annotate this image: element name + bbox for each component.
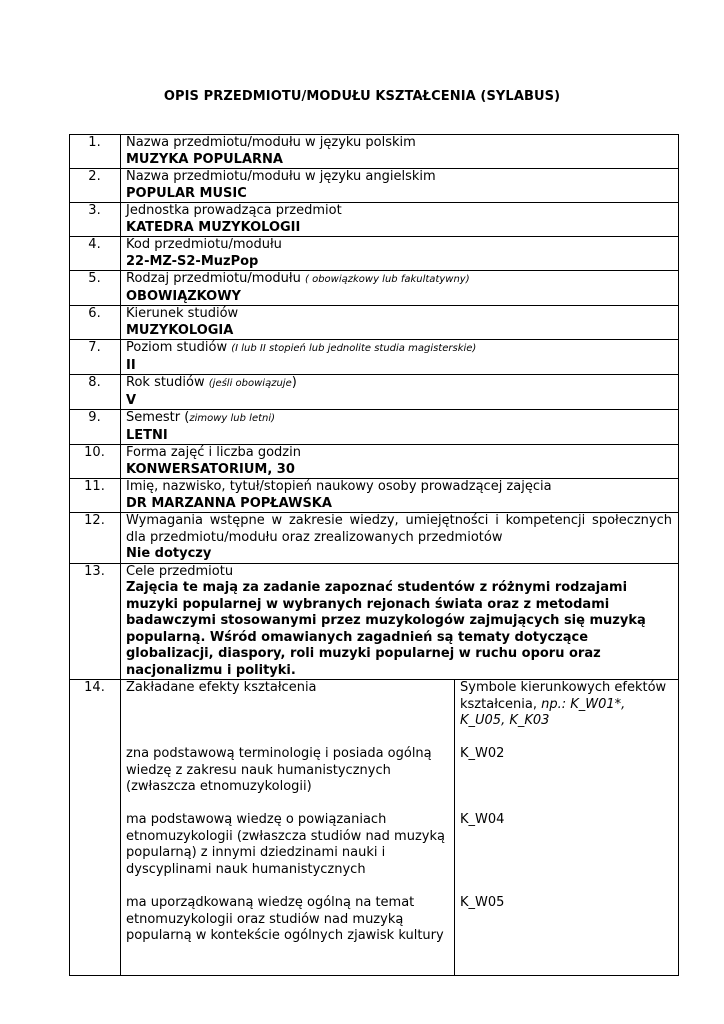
row-value: II <box>126 357 136 373</box>
goals-row <box>70 563 679 680</box>
row-label-text: Semestr <box>126 410 181 425</box>
row-number: 5. <box>70 271 121 306</box>
row-number: 8. <box>70 375 121 410</box>
outcomes-content <box>121 680 455 976</box>
goals-label: Cele przedmiotu <box>126 563 234 579</box>
row-label-text: Forma zajęć i liczba godzin <box>126 445 301 460</box>
row-label <box>126 375 672 393</box>
row-hint: ( obowiązkowy lub fakultatywny) <box>305 274 470 285</box>
row-value: OBOWIĄZKOWY <box>126 288 241 304</box>
row-label-text: Rok studiów <box>126 375 205 390</box>
syllabus-row <box>70 445 679 479</box>
row-label <box>126 306 672 323</box>
row-label-text: Nazwa przedmiotu/modułu w języku polskim <box>126 135 416 150</box>
row-content <box>121 203 679 237</box>
row-label-text: Poziom studiów <box>126 340 228 355</box>
row-content <box>121 135 679 169</box>
row-value: DR MARZANNA POPŁAWSKA <box>126 495 332 511</box>
row-label <box>126 169 672 186</box>
goals-content <box>121 563 679 680</box>
row-number: 3. <box>70 203 121 237</box>
row-label <box>126 340 672 358</box>
row-value: MUZYKOLOGIA <box>126 322 234 338</box>
goals-text: Zajęcia te mają za zadanie zapoznać studentów z różnymi rodzajami muzyki popularnej w wybranych rejonach świata oraz z metodami badawczymi stosowanymi przez muzykologów zajmujących się muzyką popularną. Wśród omawianych zagadnień są tematy dotyczące globalizacji, diaspory, roli muzyki popularnej w ruchu oporu oraz nacjonalizmu i polityki. <box>126 580 646 678</box>
row-content <box>121 169 679 203</box>
row-label <box>126 479 672 496</box>
row-content <box>121 410 679 445</box>
syllabus-row <box>70 135 679 169</box>
row-hint-close: ) <box>291 375 297 390</box>
document-title: OPIS PRZEDMIOTU/MODUŁU KSZTAŁCENIA (SYLABUS) <box>163 89 561 104</box>
row-number: 7. <box>70 340 121 375</box>
row-value: MUZYKA POPULARNA <box>126 151 283 167</box>
syllabus-row <box>70 513 679 564</box>
syllabus-row <box>70 203 679 237</box>
outcomes-row <box>70 680 679 976</box>
row-number: 9. <box>70 410 121 445</box>
syllabus-row <box>70 237 679 271</box>
row-hint: (I lub II stopień lub jednolite studia magisterskie) <box>231 343 477 354</box>
row-label <box>126 203 672 220</box>
outcome-text: ma podstawową wiedzę o powiązaniach etnomuzykologii (zwłaszcza studiów nad muzyką popularną) z innymi dziedzinami nauki i dyscyplinami nauk humanistycznych <box>126 812 445 877</box>
syllabus-row <box>70 410 679 445</box>
row-content <box>121 375 679 410</box>
row-content <box>121 237 679 271</box>
row-value: Nie dotyczy <box>126 546 212 561</box>
row-label-text: Kierunek studiów <box>126 306 239 321</box>
syllabus-row <box>70 340 679 375</box>
row-content <box>121 479 679 513</box>
syllabus-row <box>70 169 679 203</box>
symbols-header-text: Symbole kierunkowych efektów kształcenia, <box>460 680 667 712</box>
row-number: 11. <box>70 479 121 513</box>
row-number: 4. <box>70 237 121 271</box>
outcome-symbol: K_W02 <box>460 746 505 761</box>
row-label <box>126 135 672 152</box>
row-label <box>126 445 672 462</box>
row-hint: zimowy lub letni) <box>189 413 276 424</box>
row-value: POPULAR MUSIC <box>126 185 247 201</box>
row-label <box>126 513 672 546</box>
outcome-text: zna podstawową terminologię i posiada ogólną wiedzę z zakresu nauk humanistycznych (zwłaszcza etnomuzykologii) <box>126 746 432 794</box>
row-label-text: Imię, nazwisko, tytuł/stopień naukowy osoby prowadzącej zajęcia <box>126 479 552 494</box>
outcome-symbol: K_W05 <box>460 895 505 910</box>
outcome-symbol: K_W04 <box>460 812 505 827</box>
row-number: 13. <box>70 563 121 680</box>
syllabus-row <box>70 375 679 410</box>
row-value: KATEDRA MUZYKOLOGII <box>126 219 301 235</box>
row-number: 1. <box>70 135 121 169</box>
row-label <box>126 410 672 428</box>
row-label-text: Nazwa przedmiotu/modułu w języku angielskim <box>126 169 436 184</box>
row-hint: (jeśli obowiązuje <box>208 378 292 389</box>
row-label <box>126 271 672 289</box>
syllabus-row <box>70 479 679 513</box>
syllabus-table <box>69 134 679 976</box>
row-label-text: Wymagania wstępne w zakresie wiedzy, umiejętności i kompetencji społecznych dla przedmiotu/modułu oraz zrealizowanych przedmiotów <box>126 513 673 545</box>
row-number: 6. <box>70 306 121 340</box>
row-hint-open: ( <box>184 410 190 425</box>
row-content <box>121 513 679 564</box>
outcomes-symbols <box>455 680 679 976</box>
symbols-example: np.: K_W01*, K_U05, K_K03 <box>460 696 626 728</box>
row-label-text: Rodzaj przedmiotu/modułu <box>126 271 301 286</box>
row-number: 12. <box>70 513 121 564</box>
row-number: 14. <box>70 680 121 976</box>
row-label <box>126 237 672 254</box>
row-value: V <box>126 392 137 408</box>
row-content <box>121 340 679 375</box>
row-content <box>121 306 679 340</box>
row-number: 10. <box>70 445 121 479</box>
row-label-text: Kod przedmiotu/modułu <box>126 237 282 252</box>
row-content <box>121 445 679 479</box>
row-value: KONWERSATORIUM, 30 <box>126 461 295 477</box>
outcomes-label: Zakładane efekty kształcenia <box>126 680 317 695</box>
row-value: LETNI <box>126 427 168 443</box>
symbols-header <box>460 680 672 746</box>
syllabus-row <box>70 306 679 340</box>
row-content <box>121 271 679 306</box>
row-number: 2. <box>70 169 121 203</box>
syllabus-row <box>70 271 679 306</box>
row-label-text: Jednostka prowadząca przedmiot <box>126 203 342 218</box>
row-value: 22-MZ-S2-MuzPop <box>126 253 259 269</box>
outcome-text: ma uporządkowaną wiedzę ogólną na temat etnomuzykologii oraz studiów nad muzyką popularną w kontekście ogólnych zjawisk kultury <box>126 895 444 943</box>
